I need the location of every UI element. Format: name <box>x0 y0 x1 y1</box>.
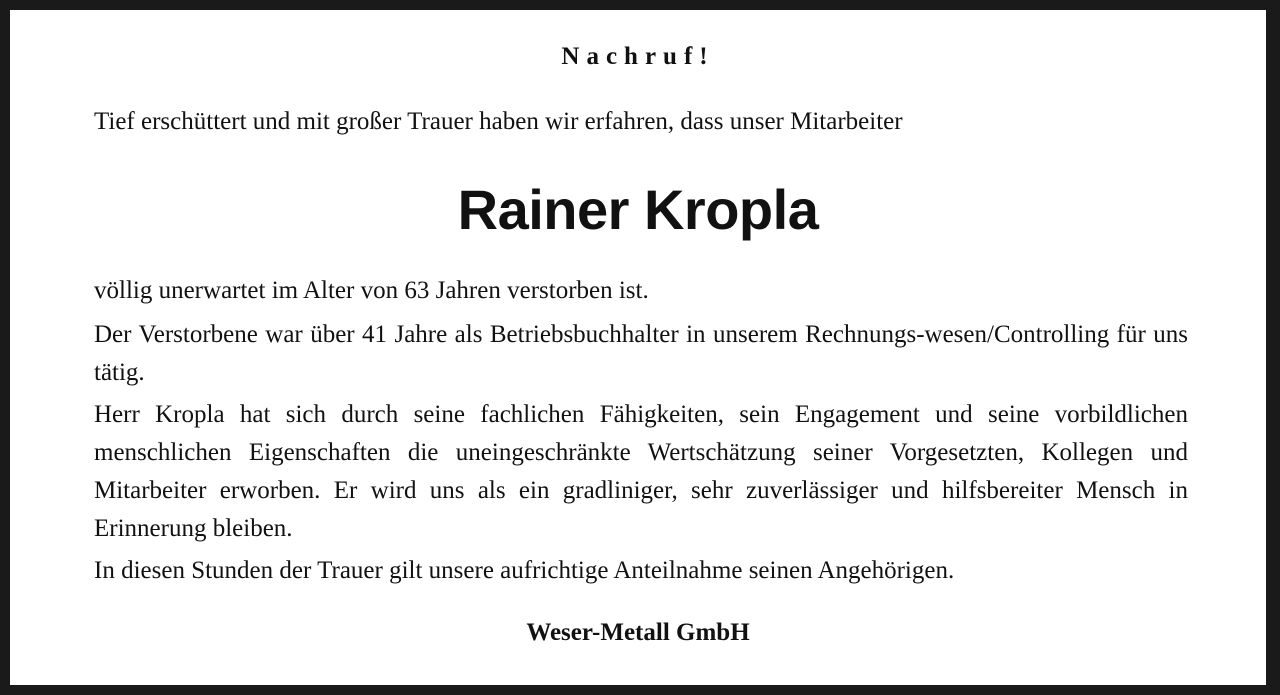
notice-heading: Nachruf! <box>561 43 715 70</box>
obituary-notice <box>10 10 1266 685</box>
paragraph-career: Der Verstorbene war über 41 Jahre als Betriebsbuchhalter in unserem Rechnungs-wesen/Controlling für uns tätig. <box>94 321 1188 386</box>
intro-text: Tief erschüttert und mit großer Trauer haben wir erfahren, dass unser Mitarbeiter <box>94 108 903 135</box>
paragraph-tribute: Herr Kropla hat sich durch seine fachlichen Fähigkeiten, sein Engagement und seine vorbildlichen menschlichen Eigenschaften die uneingeschränkte Wertschätzung seiner Vorgesetzten, Kollegen und Mitarbeiter erworben. Er wird uns als ein gradliniger, sehr zuverlässiger und hilfsbereiter Mensch in Erinnerung bleiben. <box>94 401 1188 542</box>
deceased-name: Rainer Kropla <box>457 178 819 241</box>
company-signature: Weser-Metall GmbH <box>526 619 750 646</box>
paragraph-condolence: In diesen Stunden der Trauer gilt unsere aufrichtige Anteilnahme seinen Angehörigen. <box>94 557 955 584</box>
paragraph-age: völlig unerwartet im Alter von 63 Jahren verstorben ist. <box>94 277 649 304</box>
